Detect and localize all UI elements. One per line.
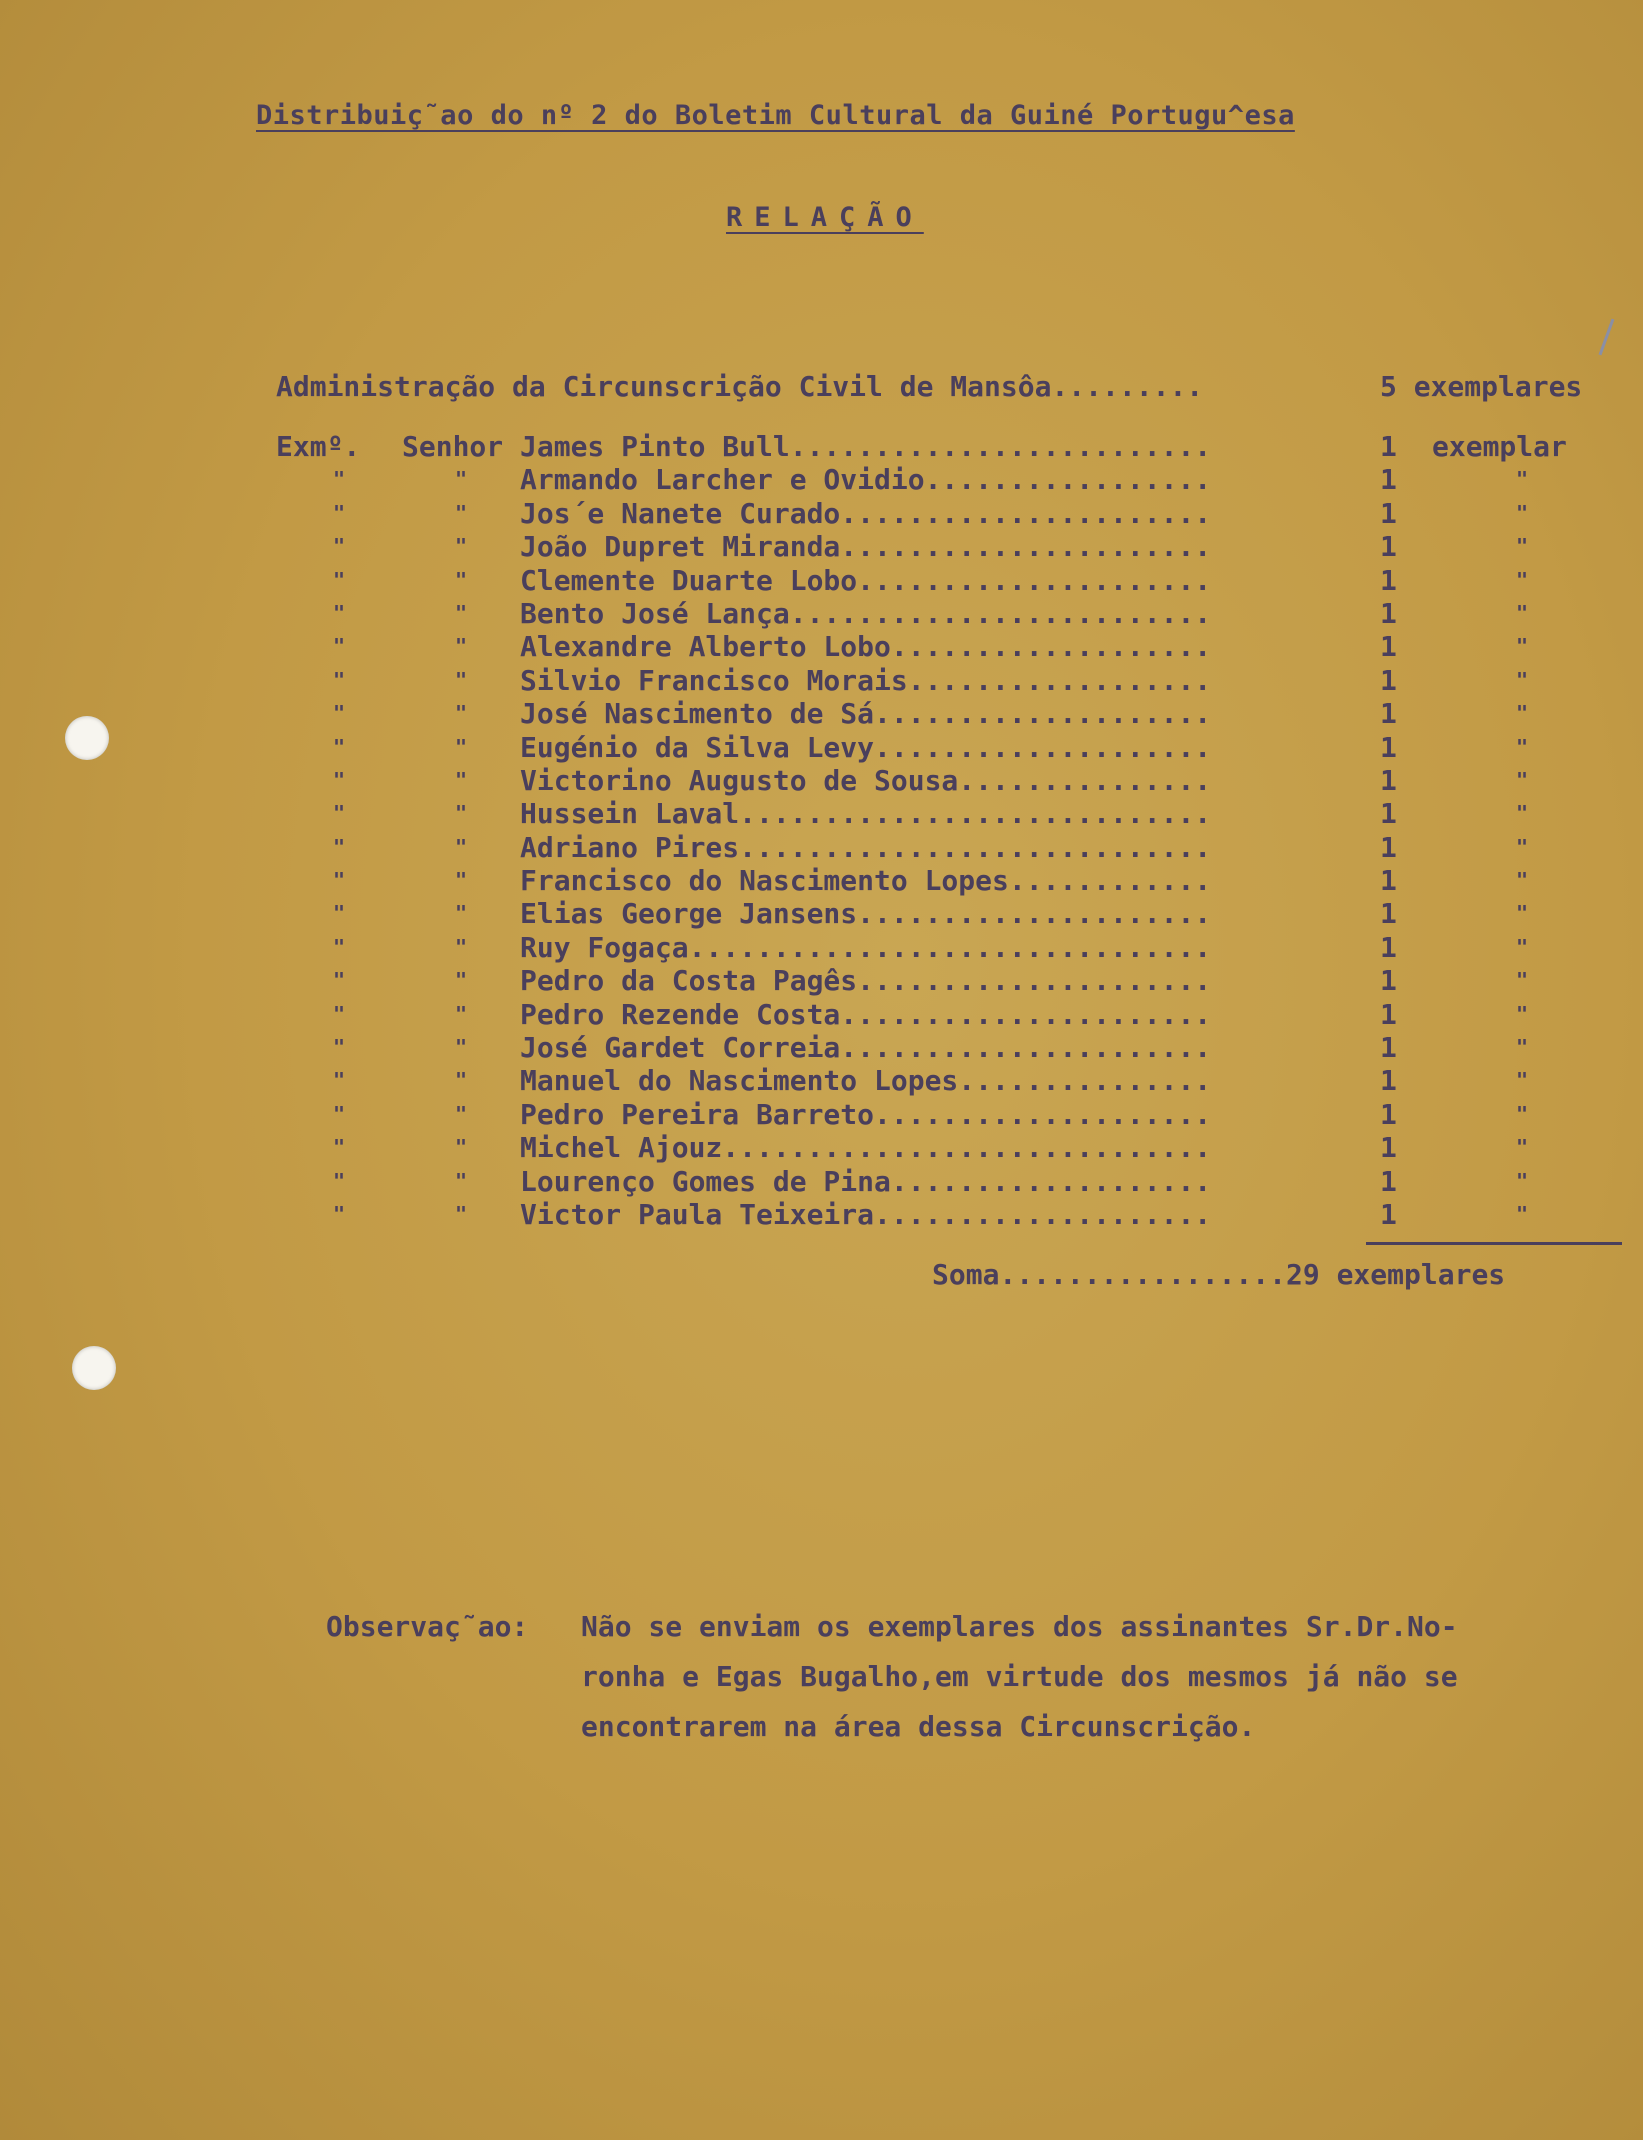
recipient-name: Francisco do Nascimento Lopes............ xyxy=(520,864,1212,898)
recipient-quantity: 1 xyxy=(1380,930,1397,964)
recipient-name: Eugénio da Silva Levy.................... xyxy=(520,730,1212,764)
recipient-name: Adriano Pires............................ xyxy=(520,830,1212,864)
recipient-quantity: 1 xyxy=(1380,1031,1397,1065)
recipient-row xyxy=(276,897,1616,930)
pencil-check-mark xyxy=(1599,319,1615,356)
recipient-quantity: 1 xyxy=(1380,663,1397,697)
recipient-list xyxy=(276,430,1616,1231)
recipient-unit: " xyxy=(1515,934,1529,959)
recipient-title-ditto: " xyxy=(454,634,468,659)
recipient-title-ditto: " xyxy=(454,868,468,893)
recipient-name: Hussein Laval............................ xyxy=(520,797,1212,831)
recipient-quantity: 1 xyxy=(1380,1064,1397,1098)
recipient-row xyxy=(276,530,1616,563)
recipient-unit: " xyxy=(1515,834,1529,859)
recipient-title-ditto: " xyxy=(454,801,468,826)
recipient-name: Alexandre Alberto Lobo................... xyxy=(520,630,1212,664)
recipient-title: " xyxy=(332,801,346,826)
recipient-title: " xyxy=(332,500,346,525)
recipient-name: Armando Larcher e Ovidio................. xyxy=(520,463,1212,497)
recipient-quantity: 1 xyxy=(1380,864,1397,898)
recipient-title: " xyxy=(332,767,346,792)
recipient-quantity: 1 xyxy=(1380,596,1397,630)
recipient-title: " xyxy=(332,467,346,492)
recipient-row xyxy=(276,1131,1616,1164)
recipient-row xyxy=(276,764,1616,797)
recipient-title: " xyxy=(332,734,346,759)
recipient-row xyxy=(276,1031,1616,1064)
observation-text xyxy=(581,1602,1621,1752)
recipient-title: " xyxy=(332,1135,346,1160)
recipient-title: " xyxy=(332,1101,346,1126)
recipient-quantity: 1 xyxy=(1380,1097,1397,1131)
recipient-row xyxy=(276,998,1616,1031)
observation-line: ronha e Egas Bugalho,em virtude dos mesmos já não se xyxy=(581,1660,1458,1693)
recipient-title: " xyxy=(332,1068,346,1093)
recipient-name: Silvio Francisco Morais.................. xyxy=(520,663,1212,697)
recipient-unit: " xyxy=(1515,968,1529,993)
document-heading: RELAÇÃO xyxy=(726,202,924,233)
recipient-unit: " xyxy=(1515,1168,1529,1193)
recipient-unit: " xyxy=(1515,901,1529,926)
punch-hole-bottom xyxy=(72,1346,116,1390)
recipient-title: " xyxy=(332,600,346,625)
recipient-row xyxy=(276,630,1616,663)
recipient-unit: " xyxy=(1515,1201,1529,1226)
recipient-unit: " xyxy=(1515,1135,1529,1160)
recipient-row xyxy=(276,731,1616,764)
recipient-name: Victorino Augusto de Sousa............... xyxy=(520,763,1212,797)
recipient-name: Clemente Duarte Lobo..................... xyxy=(520,563,1212,597)
recipient-name: Pedro Rezende Costa...................... xyxy=(520,997,1212,1031)
recipient-name: João Dupret Miranda...................... xyxy=(520,530,1212,564)
recipient-row xyxy=(276,931,1616,964)
recipient-title-ditto: " xyxy=(454,834,468,859)
recipient-row xyxy=(276,497,1616,530)
recipient-title-ditto: " xyxy=(454,767,468,792)
recipient-quantity: 1 xyxy=(1380,697,1397,731)
recipient-title-ditto: " xyxy=(454,1135,468,1160)
observation-label: Observaç˜ao: xyxy=(326,1610,529,1643)
recipient-row xyxy=(276,964,1616,997)
recipient-title: " xyxy=(332,1168,346,1193)
punch-hole-top xyxy=(65,716,109,760)
recipient-name: José Nascimento de Sá.................... xyxy=(520,697,1212,731)
recipient-name: Lourenço Gomes de Pina................... xyxy=(520,1164,1212,1198)
recipient-unit: exemplar xyxy=(1432,430,1567,463)
recipient-title: " xyxy=(332,701,346,726)
recipient-unit: " xyxy=(1515,1035,1529,1060)
recipient-title-ditto: " xyxy=(454,934,468,959)
recipient-unit: " xyxy=(1515,600,1529,625)
recipient-unit: " xyxy=(1515,567,1529,592)
recipient-name: Pedro Pereira Barreto.................... xyxy=(520,1097,1212,1131)
recipient-title-ditto: Senhor xyxy=(402,430,504,463)
recipient-row xyxy=(276,1098,1616,1131)
total-rule xyxy=(1366,1242,1622,1245)
recipient-title-ditto: " xyxy=(454,1068,468,1093)
recipient-row xyxy=(276,664,1616,697)
recipient-title: " xyxy=(332,868,346,893)
total-line: Soma.................29 exemplares xyxy=(932,1258,1506,1291)
recipient-row xyxy=(276,697,1616,730)
recipient-quantity: 1 xyxy=(1380,797,1397,831)
recipient-unit: " xyxy=(1515,500,1529,525)
recipient-title-ditto: " xyxy=(454,1101,468,1126)
recipient-title: " xyxy=(332,834,346,859)
recipient-name: Bento José Lança......................... xyxy=(520,596,1212,630)
admin-label: Administração da Circunscrição Civil de Mansôa......... xyxy=(276,370,1204,403)
recipient-row xyxy=(276,831,1616,864)
recipient-title-ditto: " xyxy=(454,500,468,525)
recipient-unit: " xyxy=(1515,801,1529,826)
recipient-title: " xyxy=(332,1035,346,1060)
recipient-title: " xyxy=(332,901,346,926)
recipient-title-ditto: " xyxy=(454,1001,468,1026)
recipient-title-ditto: " xyxy=(454,467,468,492)
recipient-quantity: 1 xyxy=(1380,997,1397,1031)
recipient-unit: " xyxy=(1515,1101,1529,1126)
recipient-unit: " xyxy=(1515,767,1529,792)
recipient-name: Victor Paula Teixeira.................... xyxy=(520,1197,1212,1231)
recipient-quantity: 1 xyxy=(1380,964,1397,998)
recipient-quantity: 1 xyxy=(1380,430,1397,463)
recipient-unit: " xyxy=(1515,534,1529,559)
admin-line xyxy=(276,370,1616,403)
recipient-name: Manuel do Nascimento Lopes............... xyxy=(520,1064,1212,1098)
recipient-title-ditto: " xyxy=(454,534,468,559)
recipient-title-ditto: " xyxy=(454,734,468,759)
recipient-title-ditto: " xyxy=(454,600,468,625)
recipient-quantity: 1 xyxy=(1380,496,1397,530)
recipient-title-ditto: " xyxy=(454,567,468,592)
observation-line: encontrarem na área dessa Circunscrição. xyxy=(581,1710,1256,1743)
recipient-quantity: 1 xyxy=(1380,830,1397,864)
recipient-title: " xyxy=(332,1201,346,1226)
recipient-row xyxy=(276,1165,1616,1198)
recipient-unit: " xyxy=(1515,467,1529,492)
recipient-quantity: 1 xyxy=(1380,463,1397,497)
recipient-quantity: 1 xyxy=(1380,897,1397,931)
recipient-title: " xyxy=(332,567,346,592)
recipient-title-ditto: " xyxy=(454,701,468,726)
recipient-title: " xyxy=(332,667,346,692)
recipient-name: Jos´e Nanete Curado...................... xyxy=(520,496,1212,530)
recipient-unit: " xyxy=(1515,1068,1529,1093)
observation-line: Não se enviam os exemplares dos assinantes Sr.Dr.No- xyxy=(581,1610,1458,1643)
recipient-name: José Gardet Correia...................... xyxy=(520,1031,1212,1065)
recipient-name: Ruy Fogaça............................... xyxy=(520,930,1212,964)
recipient-title: " xyxy=(332,934,346,959)
recipient-name: Pedro da Costa Pagês..................... xyxy=(520,964,1212,998)
recipient-quantity: 1 xyxy=(1380,563,1397,597)
recipient-unit: " xyxy=(1515,734,1529,759)
recipient-title: Exmº. xyxy=(276,430,361,463)
recipient-row xyxy=(276,1198,1616,1231)
recipient-title-ditto: " xyxy=(454,968,468,993)
recipient-name: Elias George Jansens..................... xyxy=(520,897,1212,931)
recipient-quantity: 1 xyxy=(1380,1131,1397,1165)
recipient-row xyxy=(276,1064,1616,1097)
recipient-unit: " xyxy=(1515,868,1529,893)
recipient-name: Michel Ajouz............................. xyxy=(520,1131,1212,1165)
recipient-unit: " xyxy=(1515,667,1529,692)
recipient-name: James Pinto Bull......................... xyxy=(520,430,1212,463)
recipient-quantity: 1 xyxy=(1380,763,1397,797)
recipient-title-ditto: " xyxy=(454,1201,468,1226)
recipient-title: " xyxy=(332,1001,346,1026)
admin-value: 5 exemplares xyxy=(1380,370,1583,403)
recipient-quantity: 1 xyxy=(1380,730,1397,764)
recipient-title-ditto: " xyxy=(454,901,468,926)
recipient-row xyxy=(276,564,1616,597)
recipient-title: " xyxy=(332,634,346,659)
recipient-quantity: 1 xyxy=(1380,1197,1397,1231)
recipient-title-ditto: " xyxy=(454,667,468,692)
recipient-title-ditto: " xyxy=(454,1035,468,1060)
recipient-title: " xyxy=(332,534,346,559)
recipient-unit: " xyxy=(1515,701,1529,726)
recipient-row xyxy=(276,430,1616,463)
recipient-title-ditto: " xyxy=(454,1168,468,1193)
recipient-quantity: 1 xyxy=(1380,630,1397,664)
recipient-quantity: 1 xyxy=(1380,1164,1397,1198)
recipient-title: " xyxy=(332,968,346,993)
document-title: Distribuiç˜ao do nº 2 do Boletim Cultural da Guiné Portugu^esa xyxy=(256,100,1295,131)
recipient-quantity: 1 xyxy=(1380,530,1397,564)
recipient-row xyxy=(276,864,1616,897)
recipient-unit: " xyxy=(1515,634,1529,659)
recipient-row xyxy=(276,797,1616,830)
recipient-row xyxy=(276,597,1616,630)
recipient-row xyxy=(276,463,1616,496)
recipient-unit: " xyxy=(1515,1001,1529,1026)
